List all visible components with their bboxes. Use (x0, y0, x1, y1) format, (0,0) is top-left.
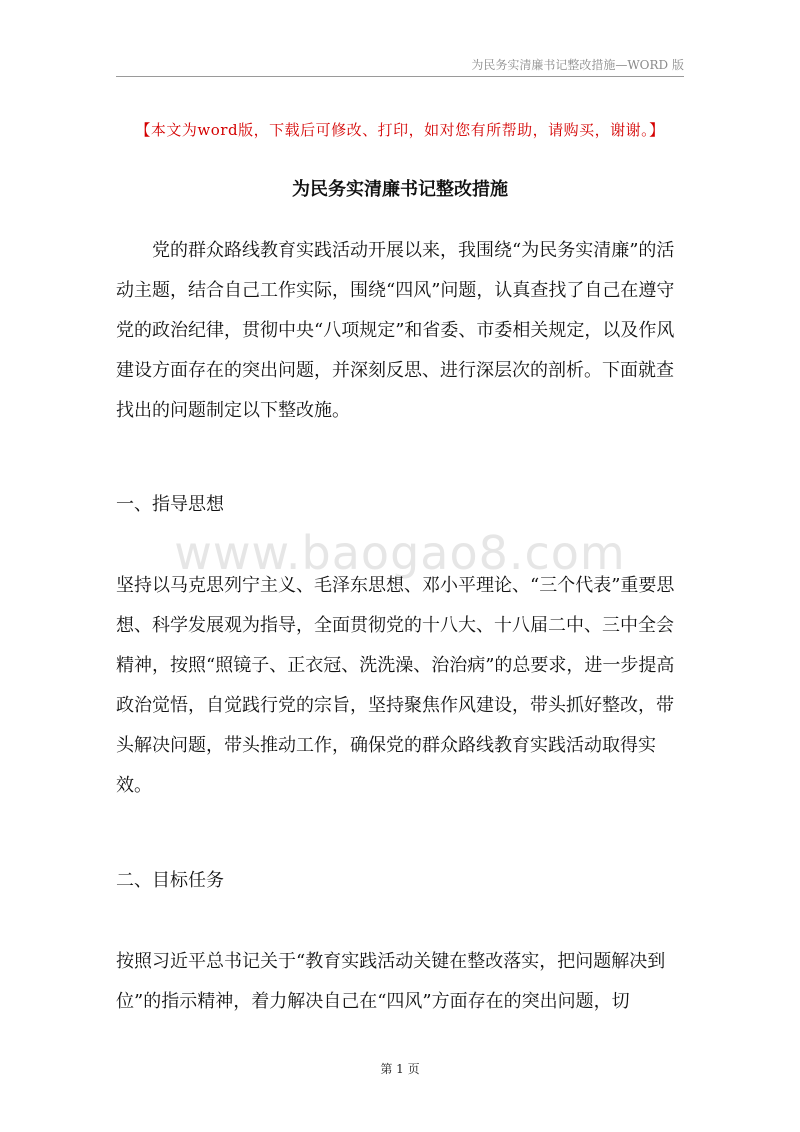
intro-paragraph: 党的群众路线教育实践活动开展以来，我围绕“为民务实清廉”的活动主题，结合自己工作实际，围绕“四风”问题，认真查找了自己在遵守党的政治纪律，贯彻中央“八项规定”和省委、市委相关规定，以及作风建设方面存在的突出问题，并深刻反思、进行深层次的剖析。下面就查找出的问题制定以下整改施。 (116, 240, 675, 421)
section-body-goals: 按照习近平总书记关于“教育实践活动关键在整改落实，把问题解决到位”的指示精神，着力解决自己在“四风”方面存在的突出问题，切 (116, 951, 666, 1012)
watermark: www.baogao8.com (174, 526, 626, 580)
running-header: 为民务实清廉书记整改措施—WORD 版 (471, 58, 684, 72)
section-body-guiding-ideology: 坚持以马克思列宁主义、毛泽东思想、邓小平理论、“三个代表”重要思想、科学发展观为指导，全面贯彻党的十八大、十八届二中、三中全会精神，按照“照镜子、正衣冠、洗洗澡、治治病”的总要求，进一步提高政治觉悟，自觉践行党的宗旨，坚持聚焦作风建设，带头抓好整改，带头解决问题，带头推动工作，确保党的群众路线教育实践活动取得实效。 (116, 575, 675, 796)
page-number: 第 1 页 (380, 1062, 420, 1076)
header-divider (116, 76, 684, 77)
section-heading-guiding-ideology: 一、指导思想 (116, 494, 224, 515)
download-notice: 【本文为word版，下载后可修改、打印，如对您有所帮助，请购买，谢谢。】 (135, 121, 665, 139)
section-heading-goals: 二、目标任务 (116, 870, 224, 891)
document-title: 为民务实清廉书记整改措施 (292, 179, 508, 200)
